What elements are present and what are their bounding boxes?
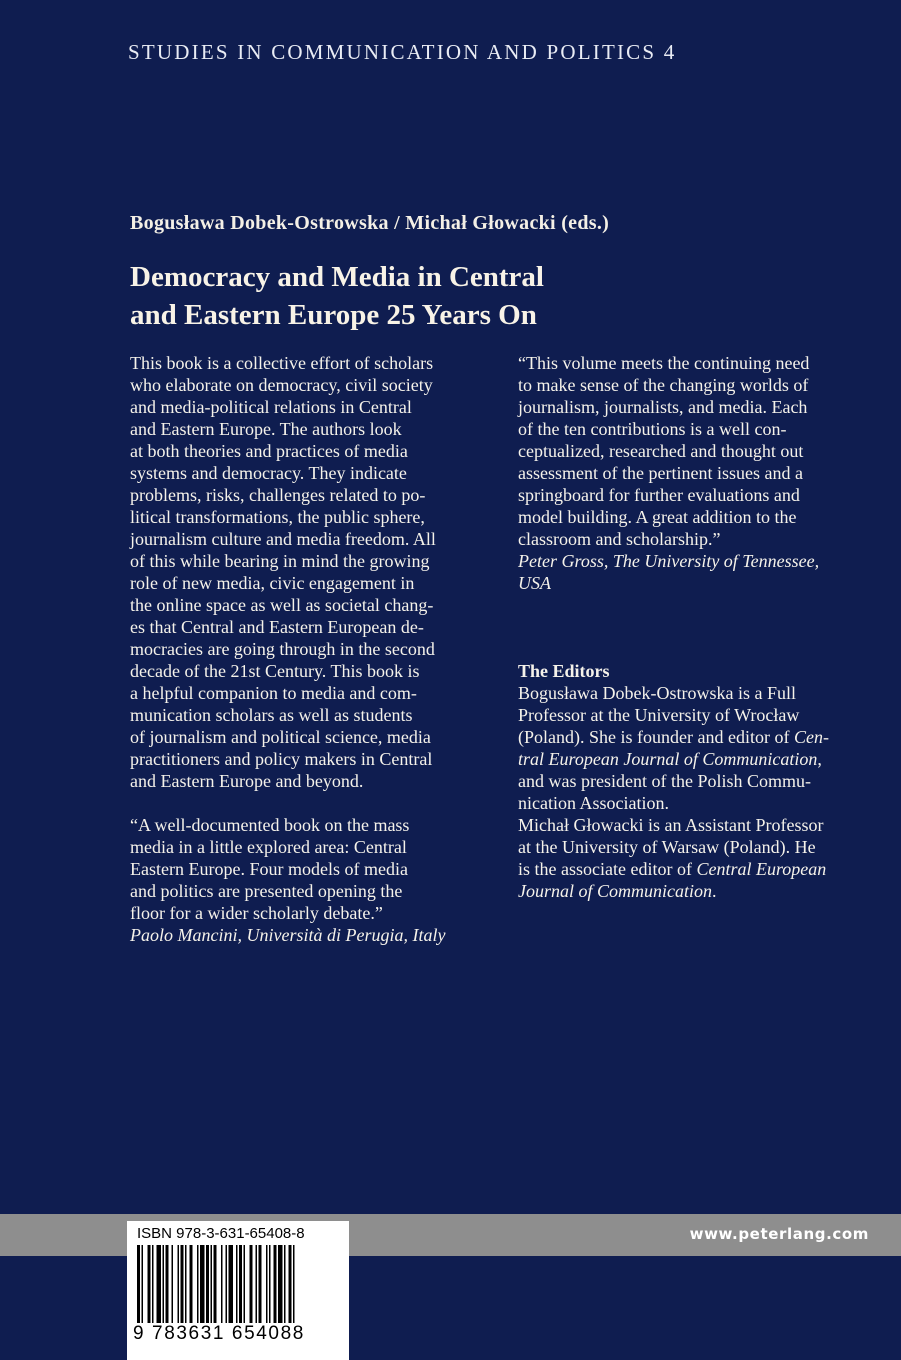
blurb-line: systems and democracy. They indicate: [130, 463, 407, 483]
barcode-bar: [250, 1245, 253, 1323]
blurb-line: es that Central and Eastern European de-: [130, 617, 424, 637]
barcode-bar: [181, 1245, 184, 1323]
quote-line: assessment of the pertinent issues and a: [518, 463, 803, 483]
barcode-bar: [142, 1245, 144, 1323]
blurb-line: practitioners and policy makers in Central: [130, 749, 433, 769]
book-title-line: Democracy and Media in Central: [130, 261, 544, 293]
blurb-line: who elaborate on democracy, civil society: [130, 375, 433, 395]
editors-section: [518, 660, 878, 902]
barcode-bar: [239, 1245, 242, 1323]
blurb-line: a helpful companion to media and com-: [130, 683, 417, 703]
journal-name: Central European: [696, 859, 827, 879]
barcode-bar: [269, 1245, 271, 1323]
editors-bio-line: and was president of the Polish Commu-: [518, 771, 811, 791]
barcode-bar: [236, 1245, 238, 1323]
quote-line: springboard for further evaluations and: [518, 485, 800, 505]
review-quote-mancini: [130, 814, 490, 946]
book-title: [130, 258, 690, 334]
blurb-line: litical transformations, the public sphere,: [130, 507, 425, 527]
barcode-bar: [137, 1245, 140, 1323]
blurb-line: and Eastern Europe. The authors look: [130, 419, 402, 439]
quote-line: “A well-documented book on the mass: [130, 815, 410, 835]
barcode-bar: [293, 1245, 295, 1323]
quote-line: journalism, journalists, and media. Each: [518, 397, 808, 417]
right-column: [518, 352, 878, 902]
blurb-line: mocracies are going through in the second: [130, 639, 435, 659]
barcode-bar: [214, 1245, 217, 1323]
ean-digits: 9 783631 654088: [133, 1323, 305, 1344]
editors-bio-line: Bogusława Dobek-Ostrowska is a Full: [518, 683, 796, 703]
blurb-line: of this while bearing in mind the growing: [130, 551, 430, 571]
quote-line: of the ten contributions is a well con-: [518, 419, 787, 439]
editors-bio-line: at the University of Warsaw (Poland). He: [518, 837, 816, 857]
barcode-bar: [178, 1245, 180, 1323]
blurb-line: at both theories and practices of media: [130, 441, 408, 461]
quote-author: Paolo Mancini, Università di Perugia, Italy: [130, 925, 446, 945]
editors-bio-line: Professor at the University of Wrocław: [518, 705, 800, 725]
barcode-bar: [152, 1245, 154, 1323]
barcode-box: [127, 1221, 349, 1360]
book-title-line: and Eastern Europe 25 Years On: [130, 299, 537, 331]
blurb-line: munication scholars as well as students: [130, 705, 413, 725]
barcode-bar: [266, 1245, 268, 1323]
journal-name: Cen-: [793, 727, 829, 747]
barcode-bar: [200, 1245, 205, 1323]
barcode-bar: [197, 1245, 199, 1323]
quote-line: model building. A great addition to the: [518, 507, 797, 527]
barcode-bars: [135, 1245, 341, 1327]
barcode-bar: [166, 1245, 169, 1323]
barcode-bar: [211, 1245, 213, 1323]
barcode-bar: [244, 1245, 246, 1323]
barcode-bar: [185, 1245, 187, 1323]
barcode-bar: [172, 1245, 174, 1323]
blurb-line: journalism culture and media freedom. All: [130, 529, 436, 549]
barcode-bar: [278, 1245, 283, 1323]
blurb-line: decade of the 21st Century. This book is: [130, 661, 420, 681]
barcode-bar: [229, 1245, 234, 1323]
journal-name: tral European Journal of Communication: [518, 749, 818, 769]
editors-bio-line: [518, 748, 878, 770]
editors-bio-line: [518, 858, 878, 880]
barcode-bar: [289, 1245, 292, 1323]
barcode-bar: [190, 1245, 193, 1323]
blurb: [130, 352, 490, 792]
blurb-line: This book is a collective effort of scholars: [130, 353, 434, 373]
barcode-bar: [163, 1245, 165, 1323]
blurb-line: role of new media, civic engagement in: [130, 573, 415, 593]
barcode-bar: [221, 1245, 223, 1323]
bio-text: .: [712, 881, 717, 901]
left-column: [130, 352, 490, 946]
editors-bio-line: [518, 880, 878, 902]
editors-bio-line: nication Association.: [518, 793, 669, 813]
quote-author: Peter Gross, The University of Tennessee,: [518, 551, 820, 571]
quote-author: USA: [518, 573, 551, 593]
quote-line: to make sense of the changing worlds of: [518, 375, 809, 395]
quote-line: and politics are presented opening the: [130, 881, 403, 901]
blurb-line: and Eastern Europe and beyond.: [130, 771, 364, 791]
series-title: STUDIES IN COMMUNICATION AND POLITICS 4: [128, 40, 677, 64]
barcode-bar: [259, 1245, 262, 1323]
blurb-line: the online space as well as societal chang-: [130, 595, 434, 615]
editors-bio-line: [518, 726, 878, 748]
quote-line: ceptualized, researched and thought out: [518, 441, 804, 461]
publisher-website[interactable]: www.peterlang.com: [689, 1225, 869, 1243]
bio-text: ,: [817, 749, 822, 769]
barcode-bar: [284, 1245, 286, 1323]
isbn-label: ISBN 978-3-631-65408-8: [137, 1225, 305, 1242]
blurb-line: of journalism and political science, media: [130, 727, 431, 747]
quote-line: classroom and scholarship.”: [518, 529, 721, 549]
review-quote-gross: [518, 352, 878, 594]
barcode-bar: [256, 1245, 258, 1323]
editors-bio-line: Michał Głowacki is an Assistant Professor: [518, 815, 824, 835]
quote-line: Eastern Europe. Four models of media: [130, 859, 408, 879]
barcode-bar: [226, 1245, 228, 1323]
barcode-bar: [274, 1245, 277, 1323]
bio-text: is the associate editor of: [518, 859, 697, 879]
editors-line: Bogusława Dobek-Ostrowska / Michał Głowacki (eds.): [130, 212, 610, 234]
editors-heading: The Editors: [518, 661, 610, 681]
blurb-line: problems, risks, challenges related to po-: [130, 485, 426, 505]
barcode-bar: [157, 1245, 162, 1323]
quote-line: floor for a wider scholarly debate.”: [130, 903, 383, 923]
barcode-bar: [148, 1245, 151, 1323]
barcode-bar: [206, 1245, 209, 1323]
quote-line: “This volume meets the continuing need: [518, 353, 810, 373]
bio-text: (Poland). She is founder and editor of: [518, 727, 794, 747]
blurb-line: and media-political relations in Central: [130, 397, 412, 417]
journal-name: Journal of Communication: [518, 881, 712, 901]
quote-line: media in a little explored area: Central: [130, 837, 407, 857]
